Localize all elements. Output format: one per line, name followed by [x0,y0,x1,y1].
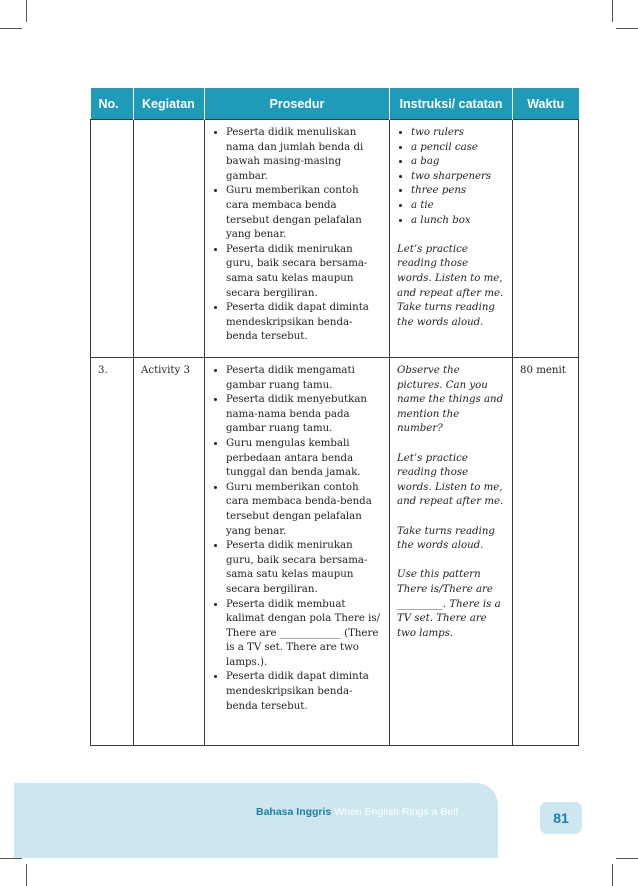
crop-mark [612,864,613,886]
footer-band [14,783,498,858]
cell-prosedur [205,120,390,358]
book-subtitle: When English Rings a Bell [334,806,458,818]
cell-kegiatan: Activity 3 [134,358,205,746]
list-item: • Guru memberikan contoh cara membaca benda tersebut dengan pelafalan yang benar. [226,184,382,242]
list-item: • Peserta didik menyebutkan nama-nama benda pada gambar ruang tamu. [226,393,382,437]
list-item: • a lunch box [411,214,505,229]
footer-text [256,806,458,818]
crop-mark [616,858,638,859]
lesson-table [90,88,579,746]
page-number: 81 [540,802,582,834]
cell-waktu [513,120,579,358]
list-item: • a bag [411,155,505,170]
crop-mark [616,28,638,29]
cell-kegiatan [134,120,205,358]
list-item: • Peserta didik membuat kalimat dengan pola There is/ There are ____________ (There is a TV set. There are two lamps.). [226,598,382,671]
crop-mark [612,0,613,22]
instruction-note: Take turns reading the words aloud. [397,302,495,328]
list-item: • Guru memberikan contoh cara membaca benda-benda tersebut dengan pelafalan yang benar. [226,481,382,539]
cell-no: 3. [91,358,134,746]
instruction-note: Let’s practice reading those words. Listen to me, and repeat after me. [397,452,504,508]
list-item: • a pencil case [411,141,505,156]
list-item: • two sharpeners [411,170,505,185]
header-prosedur: Prosedur [205,88,390,120]
list-item: • Peserta didik dapat diminta mendeskripsikan benda-benda tersebut. [226,670,382,714]
header-instruksi: Instruksi/ catatan [390,88,513,120]
header-waktu: Waktu [513,88,579,120]
crop-mark [0,858,22,859]
cell-prosedur [205,358,390,746]
list-item: • Peserta didik dapat diminta mendeskripsikan benda-benda tersebut. [226,301,382,345]
book-title: Bahasa Inggris [256,806,332,818]
instruction-note: Let’s practice reading those words. Listen to me, and repeat after me. [397,243,504,299]
cell-instruksi [390,358,513,746]
list-item: • a tie [411,199,505,214]
crop-mark [26,0,27,22]
crop-mark [0,28,22,29]
table-row [91,120,579,358]
lesson-table-container [90,88,578,746]
list-item: • Peserta didik menirukan guru, baik secara bersama-sama satu kelas maupun secara bergiliran. [226,539,382,597]
list-item: • three pens [411,184,505,199]
cell-instruksi [390,120,513,358]
instruction-note: Take turns reading the words aloud. [397,525,495,552]
list-item: • Guru mengulas kembali perbedaan antara benda tunggal dan benda jamak. [226,437,382,481]
list-item: • two rulers [411,126,505,141]
instruction-note: Observe the pictures. Can you name the things and mention the number? [397,365,504,435]
vocab-list [397,126,505,228]
list-item: • Peserta didik mengamati gambar ruang tamu. [226,364,382,393]
list-item: • Peserta didik menirukan guru, baik secara bersama-sama satu kelas maupun secara bergiliran. [226,243,382,301]
list-item: • Peserta didik menuliskan nama dan jumlah benda di bawah masing-masing gambar. [226,126,382,184]
prosedur-list [212,126,382,345]
cell-no [91,120,134,358]
table-header-row [91,88,579,120]
instruction-note: Use this pattern There is/There are _________. There is a TV set. There are two lamps. [397,569,501,639]
prosedur-list [212,364,382,714]
cell-waktu: 80 menit [513,358,579,746]
crop-mark [26,864,27,886]
header-no: No. [91,88,134,120]
table-row [91,358,579,746]
header-kegiatan: Kegiatan [134,88,205,120]
